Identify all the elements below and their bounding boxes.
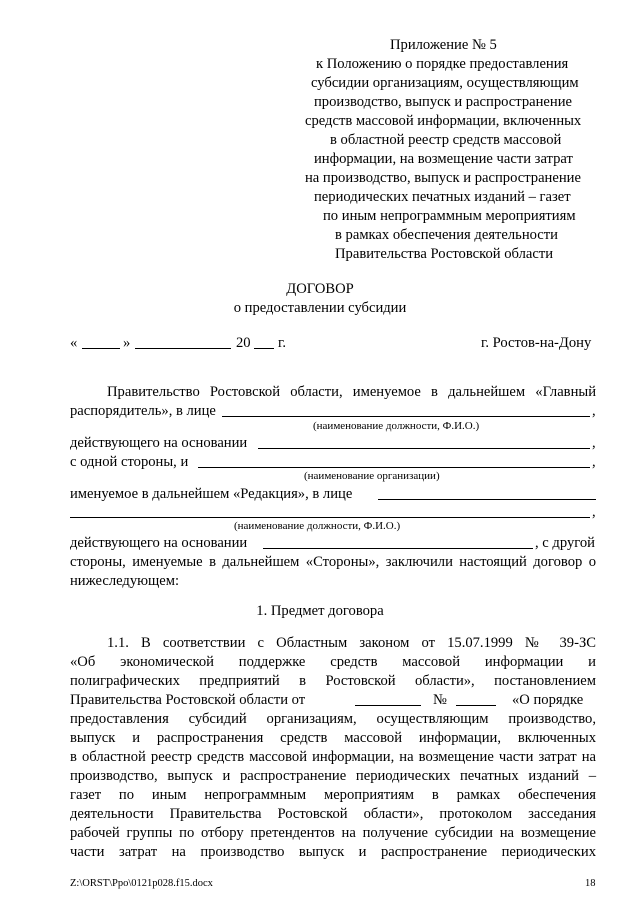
file-path: Z:\ORST\Ppo\0121p028.f15.docx (70, 878, 213, 889)
section-title: 1. Предмет договора (256, 603, 384, 619)
comma: , (592, 435, 596, 451)
paragraph-line: выпуск и распространения средств массовой информации, включенных (70, 730, 596, 746)
preamble-line: именуемое в дальнейшем «Редакция», в лице (70, 486, 353, 502)
paragraph-line: 1.1. В соответствии с Областным законом от 15.07.1999 № 39-ЗС (107, 635, 596, 651)
appendix-line: информации, на возмещение части затрат (314, 151, 573, 167)
comma: , (592, 504, 596, 520)
preamble-line: с одной стороны, и (70, 454, 189, 470)
preamble-line: действующего на основании (70, 535, 248, 551)
paragraph-line: рабочей группы по отбору претендентов на получение субсидии на возмещение (70, 825, 596, 841)
preamble-line: действующего на основании (70, 435, 248, 451)
appendix-line: к Положению о порядке предоставления (316, 56, 569, 72)
appendix-line: по иным непрограммным мероприятиям (323, 208, 576, 224)
appendix-title: Приложение № 5 (390, 37, 497, 53)
year-prefix: 20 (236, 335, 251, 351)
preamble-line: нижеследующем: (70, 573, 180, 589)
preamble-line: распорядитель», в лице (70, 403, 216, 419)
field-caption: (наименование должности, Ф.И.О.) (313, 420, 480, 432)
contract-title: ДОГОВОР (286, 281, 354, 297)
paragraph-line: «О порядке (512, 692, 584, 708)
paragraph-line: деятельности Правительства Ростовской области», протоколом засседания (70, 806, 596, 822)
field-caption: (наименование организации) (304, 470, 440, 482)
year-blank (254, 348, 274, 349)
appendix-line: средств массовой информации, включенных (305, 113, 582, 129)
preamble-line: Правительство Ростовской области, именуемое в дальнейшем «Главный (107, 384, 596, 400)
editor-name-blank-2 (70, 517, 590, 518)
appendix-line: в рамках обеспечения деятельности (335, 227, 558, 243)
open-quote: « (70, 335, 78, 351)
organization-blank (198, 467, 590, 468)
appendix-line: субсидии организациям, осуществляющим (311, 75, 579, 91)
official-name-blank (222, 416, 590, 417)
paragraph-line: Правительства Ростовской области от (70, 692, 306, 708)
number-sign: № (433, 692, 447, 708)
preamble-line: , с другой (535, 535, 595, 551)
basis-blank (258, 448, 590, 449)
preamble-line: стороны, именуемые в дальнейшем «Стороны», заключили настоящий договор о (70, 554, 596, 570)
paragraph-line: части затрат на производство выпуск и распространение периодических (70, 844, 596, 860)
comma: , (592, 454, 596, 470)
appendix-line: Правительства Ростовской области (335, 246, 554, 262)
paragraph-line: газет по иным непрограммным мероприятиям в рамках обеспечения (70, 787, 596, 803)
appendix-line: производство, выпуск и распространение (314, 94, 572, 110)
page-number: 18 (585, 878, 596, 889)
city: г. Ростов-на-Дону (481, 335, 592, 351)
month-blank (135, 348, 231, 349)
paragraph-line: полиграфических предприятий в Ростовской области», постановлением (70, 673, 596, 689)
year-suffix: г. (278, 335, 286, 351)
resolution-number-blank (456, 705, 496, 706)
paragraph-line: «Об экономической поддержке средств массовой информации и (70, 654, 596, 670)
editor-name-blank (378, 499, 596, 500)
editor-basis-blank (263, 548, 533, 549)
paragraph-line: предоставления субсидий организациям, осуществляющим производство, (70, 711, 596, 727)
close-quote: » (123, 335, 131, 351)
field-caption: (наименование должности, Ф.И.О.) (234, 520, 401, 532)
appendix-line: периодических печатных изданий – газет (314, 189, 571, 205)
appendix-line: на производство, выпуск и распространение (305, 170, 581, 186)
day-blank (82, 348, 120, 349)
comma: , (592, 403, 596, 419)
paragraph-line: в областной реестр средств массовой информации, на возмещение части затрат на (70, 749, 596, 765)
contract-subtitle: о предоставлении субсидии (233, 300, 407, 316)
paragraph-line: производство, выпуск и распространение периодических печатных изданий – (70, 768, 596, 784)
resolution-date-blank (355, 705, 421, 706)
appendix-line: в областной реестр средств массовой (330, 132, 562, 148)
